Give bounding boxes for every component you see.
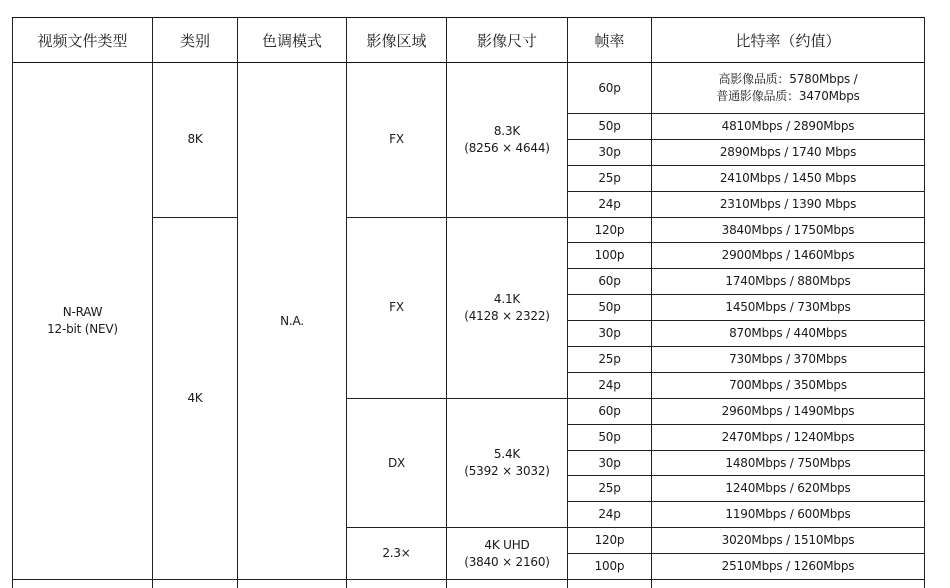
bit-rate-cell	[652, 476, 925, 502]
frame-rate-cell: 100p	[568, 243, 652, 269]
bit-rate-cell	[652, 217, 925, 243]
cell-line: 1240Mbps / 620Mbps	[725, 481, 851, 496]
category-cell: 4K	[153, 217, 238, 579]
image-area-cell: FX	[347, 63, 447, 218]
empty-cell	[238, 580, 347, 588]
bit-rate-cell	[652, 295, 925, 321]
cell-line: 3840Mbps / 1750Mbps	[721, 222, 855, 237]
bit-rate-cell	[652, 372, 925, 398]
cell-line: 870Mbps / 440Mbps	[729, 326, 847, 341]
empty-cell	[652, 580, 925, 588]
frame-rate-cell: 24p	[568, 502, 652, 528]
cell-line: (5392 × 3032)	[464, 464, 550, 479]
empty-cell	[447, 580, 568, 588]
cell-line: 2510Mbps / 1260Mbps	[721, 559, 855, 574]
table-row	[13, 63, 925, 114]
cell-line: 1740Mbps / 880Mbps	[725, 274, 851, 289]
cell-line: 2890Mbps / 1740 Mbps	[719, 144, 857, 159]
image-size-cell	[447, 398, 568, 527]
frame-rate-cell: 25p	[568, 347, 652, 373]
bit-rate-cell	[652, 398, 925, 424]
cell-line: (8256 × 4644)	[464, 140, 550, 155]
header-tone-mode: 色调模式	[238, 18, 347, 63]
cell-line: 2410Mbps / 1450 Mbps	[719, 170, 857, 185]
tone-mode-cell: N.A.	[238, 63, 347, 580]
frame-rate-cell: 50p	[568, 424, 652, 450]
frame-rate-cell: 50p	[568, 114, 652, 140]
image-area-cell: FX	[347, 217, 447, 398]
header-frame-rate: 帧率	[568, 18, 652, 63]
frame-rate-cell: 24p	[568, 191, 652, 217]
bit-rate-cell	[652, 165, 925, 191]
cell-line: (3840 × 2160)	[464, 554, 550, 569]
file-type-cell	[13, 63, 153, 580]
cell-line: 4810Mbps / 2890Mbps	[721, 118, 855, 133]
frame-rate-cell: 60p	[568, 398, 652, 424]
cell-line: 2960Mbps / 1490Mbps	[721, 403, 855, 418]
cell-line: 2310Mbps / 1390 Mbps	[719, 196, 857, 211]
table-body	[13, 63, 925, 588]
cell-line: 普通影像品质：3470Mbps	[716, 89, 860, 103]
cell-line: 3020Mbps / 1510Mbps	[721, 533, 855, 548]
bit-rate-cell	[652, 63, 925, 114]
cell-line: N-RAW	[62, 305, 103, 320]
empty-cell	[568, 580, 652, 588]
frame-rate-cell: 25p	[568, 165, 652, 191]
cell-line: (4128 × 2322)	[464, 308, 550, 323]
header-image-size: 影像尺寸	[447, 18, 568, 63]
bit-rate-cell	[652, 321, 925, 347]
image-size-cell	[447, 528, 568, 580]
header-image-area: 影像区域	[347, 18, 447, 63]
bit-rate-cell	[652, 424, 925, 450]
empty-cell	[13, 580, 153, 588]
bit-rate-cell	[652, 502, 925, 528]
bit-rate-cell	[652, 528, 925, 554]
frame-rate-cell: 100p	[568, 554, 652, 580]
frame-rate-cell: 120p	[568, 528, 652, 554]
cell-line: 4.1K	[493, 291, 521, 306]
frame-rate-cell: 50p	[568, 295, 652, 321]
frame-rate-cell: 30p	[568, 321, 652, 347]
frame-rate-cell: 120p	[568, 217, 652, 243]
table-row-partial	[13, 580, 925, 588]
frame-rate-cell: 30p	[568, 450, 652, 476]
header-category: 类别	[153, 18, 238, 63]
empty-cell	[153, 580, 238, 588]
table-header	[13, 18, 925, 63]
cell-line: 8.3K	[493, 123, 521, 138]
image-size-cell	[447, 63, 568, 218]
cell-line: 4K UHD	[484, 537, 530, 552]
bit-rate-cell	[652, 114, 925, 140]
bit-rate-cell	[652, 347, 925, 373]
frame-rate-cell: 24p	[568, 372, 652, 398]
cell-line: 2900Mbps / 1460Mbps	[721, 248, 855, 263]
header-bit-rate: 比特率（约值）	[652, 18, 925, 63]
empty-cell	[347, 580, 447, 588]
cell-line: 730Mbps / 370Mbps	[729, 351, 847, 366]
frame-rate-cell: 25p	[568, 476, 652, 502]
cell-line: 1450Mbps / 730Mbps	[725, 300, 851, 315]
frame-rate-cell: 60p	[568, 63, 652, 114]
category-cell: 8K	[153, 63, 238, 218]
image-area-cell: 2.3×	[347, 528, 447, 580]
frame-rate-cell: 60p	[568, 269, 652, 295]
image-area-cell: DX	[347, 398, 447, 527]
bit-rate-cell	[652, 269, 925, 295]
frame-rate-cell: 30p	[568, 139, 652, 165]
header-row	[13, 18, 925, 63]
cell-line: 5.4K	[493, 447, 521, 462]
image-size-cell	[447, 217, 568, 398]
cell-line: 1480Mbps / 750Mbps	[725, 455, 851, 470]
bit-rate-cell	[652, 243, 925, 269]
cell-line: 12-bit (NEV)	[47, 322, 118, 337]
bitrate-spec-table	[12, 17, 925, 588]
bit-rate-cell	[652, 450, 925, 476]
bit-rate-cell	[652, 191, 925, 217]
cell-line: 700Mbps / 350Mbps	[729, 377, 847, 392]
bit-rate-cell	[652, 554, 925, 580]
cell-line: 1190Mbps / 600Mbps	[725, 507, 851, 522]
cell-line: 2470Mbps / 1240Mbps	[721, 429, 855, 444]
cell-line: 高影像品质：5780Mbps /	[718, 72, 858, 86]
bit-rate-cell	[652, 139, 925, 165]
header-file-type: 视频文件类型	[13, 18, 153, 63]
